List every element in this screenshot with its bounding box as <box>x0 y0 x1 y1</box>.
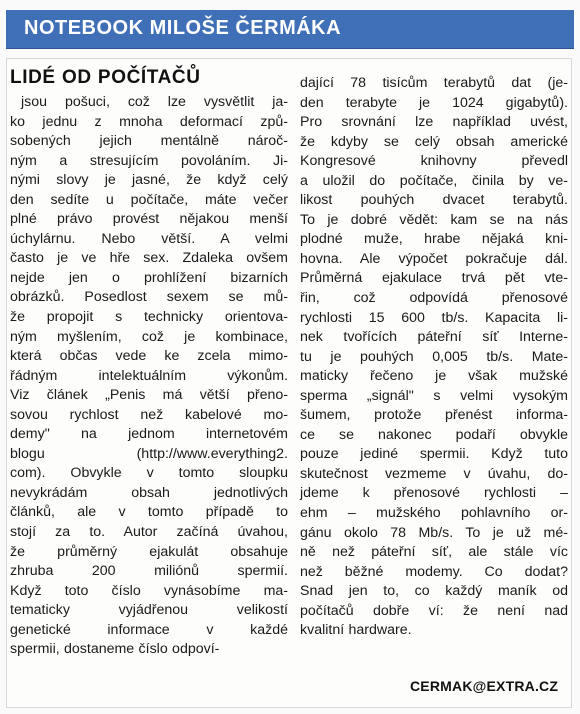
text-line: počítačů dobře ví: že není nad <box>300 602 568 619</box>
text-line: rychlosti 15 600 tb/s. Kapacita li- <box>300 309 568 326</box>
text-line: článků, ale v tomto případě to <box>10 504 288 521</box>
text-line: Snad jen to, co každý maník od <box>300 583 568 600</box>
text-line: den sedíte u počítače, máte večer <box>10 191 288 208</box>
text-line: než běžné modemy. Co dodat? <box>300 563 568 580</box>
text-line: Průměrná ejakulace trvá pět vte- <box>300 270 568 287</box>
text-line: sperma „signál" s velmi vysokým <box>300 387 568 404</box>
text-line: nek tvořících páteřní síť Interne- <box>300 329 568 346</box>
article-column-left <box>10 64 288 704</box>
text-line: blogu (http://www.everything2. <box>10 445 288 462</box>
text-line: nými slovy je jasné, že když celý <box>10 172 288 189</box>
text-line: ně než páteřní síť, ale stále víc <box>300 544 568 561</box>
text-line: nejde jen o prohlížení bizarních <box>10 269 288 286</box>
text-line: často je ve hře sex. Zdaleka ovšem <box>10 250 288 267</box>
text-line: obrázků. Posedlost sexem se mů- <box>10 289 288 306</box>
text-line: jdeme k přenosové rychlosti – <box>300 485 568 502</box>
text-line: gánu okolo 78 Mb/s. To je už mé- <box>300 524 568 541</box>
text-line: ným myšlením, což je kombinace, <box>10 328 288 345</box>
text-line: hovna. Ale výpočet pokračuje dál. <box>300 250 568 267</box>
text-line: To je dobré vědět: kam se na nás <box>300 211 568 228</box>
text-line: kvalitní hardware. <box>300 622 412 639</box>
text-line: řádným intelektuálním výkonům. <box>10 367 288 384</box>
text-line: plné právo provést nějakou menší <box>10 211 288 228</box>
text-line: den terabyte je 1024 gigabytů). <box>300 94 568 111</box>
text-line: která občas vede ke zcela mimo- <box>10 348 288 365</box>
article-title: LIDÉ OD POČÍTAČŮ <box>10 67 201 88</box>
column-title: NOTEBOOK MILOŠE ČERMÁKA <box>24 17 342 39</box>
text-line: plodné muže, hrabe nějaká kni- <box>300 231 568 248</box>
text-line: že průměrný ejakulát obsahuje <box>10 543 288 560</box>
text-line: demy" na jednom internetovém <box>10 426 288 443</box>
text-line: likost pouhých dvacet terabytů. <box>300 192 568 209</box>
text-line: sovou rychlost než kabelové mo- <box>10 406 288 423</box>
text-line: zhruba 200 miliónů spermií. <box>10 563 288 580</box>
text-line: nevykrádám obsah jednotlivých <box>10 484 288 501</box>
text-line: Viz článek „Penis má větší přeno- <box>10 387 288 404</box>
text-line: ehm – mužského pohlavního or- <box>300 505 568 522</box>
text-line: ce se nakonec podaří obvykle <box>300 426 568 443</box>
text-line: a uložil do počítače, činila by ve- <box>300 172 568 189</box>
text-line: že kdyby se celý obsah americké <box>300 133 568 150</box>
column-header-bar <box>6 10 574 49</box>
text-line: com). Obvykle v tomto sloupku <box>10 465 288 482</box>
text-line: Pro srovnání lze například uvést, <box>300 114 568 131</box>
text-line: sobených jejich mentálně nároč- <box>10 133 288 150</box>
text-line: Když toto číslo vynásobíme ma- <box>10 582 288 599</box>
left-column-text <box>10 93 288 660</box>
text-line: jsou pošuci, což lze vysvětlit ja- <box>21 94 288 110</box>
text-line: ko jednu z mnoha deformací způ- <box>10 113 288 130</box>
text-line: šumem, protože přenést informa- <box>300 407 568 424</box>
text-line: že propojit s technicky orientova- <box>10 309 288 326</box>
text-line: maticky řečeno je však mužské <box>300 368 568 385</box>
author-email: CERMAK@EXTRA.CZ <box>410 678 559 694</box>
text-line: Kongresové knihovny převedl <box>300 153 568 170</box>
text-line: dající 78 tisícům terabytů dat (je- <box>300 75 568 91</box>
text-line: tu je pouhých 0,005 tb/s. Mate- <box>300 348 568 365</box>
text-line: řin, což odpovídá přenosové <box>300 290 568 307</box>
text-line: ným a stresujícím povoláním. Ji- <box>10 152 288 169</box>
text-line: stojí za to. Autor začíná úvahou, <box>10 524 288 541</box>
right-column-text <box>300 74 568 641</box>
text-line: tematicky vyjádřenou velikostí <box>10 602 288 619</box>
text-line: genetické informace v každé <box>10 621 288 638</box>
text-line: skutečnost vezmeme v úvahu, do- <box>300 465 568 482</box>
text-line: spermii, dostaneme číslo odpoví- <box>10 641 220 658</box>
text-line: pouze jediné spermii. Když tuto <box>300 446 568 463</box>
article-column-right <box>300 74 568 674</box>
text-line: úchylárnu. Nebo větší. A velmi <box>10 230 288 247</box>
